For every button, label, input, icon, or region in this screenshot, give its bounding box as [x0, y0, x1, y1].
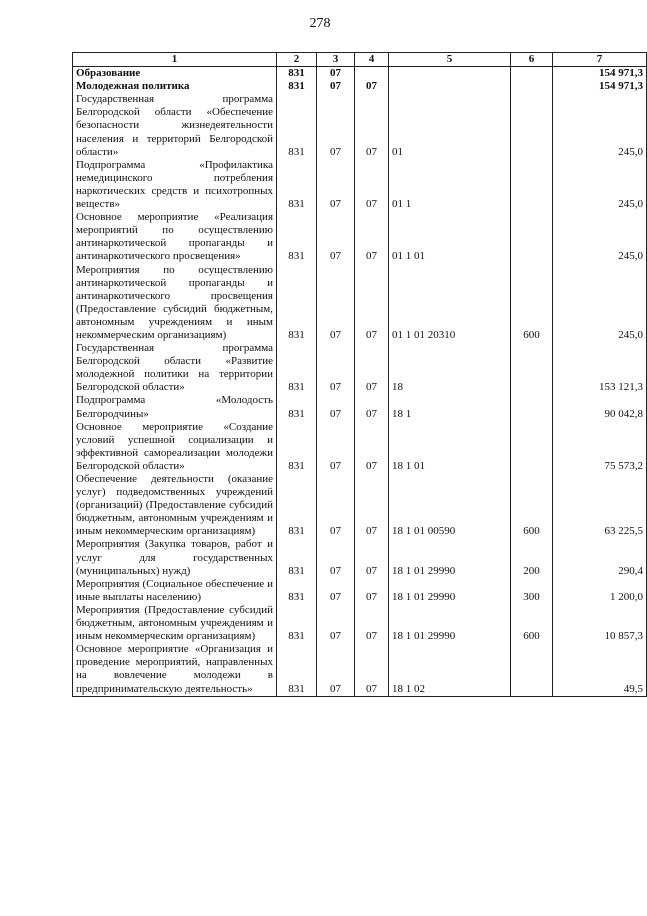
row-subsection-code: 07	[355, 159, 389, 211]
row-ministry-code: 831	[277, 264, 317, 343]
row-amount: 75 573,2	[553, 421, 647, 473]
row-subsection-code: 07	[355, 211, 389, 263]
row-expense-type	[511, 342, 553, 394]
table-row	[73, 421, 647, 473]
row-expense-type	[511, 67, 553, 81]
row-ministry-code: 831	[277, 93, 317, 158]
row-name: Основное мероприятие «Создание условий успешной социализации и эффективной самореализации молодежи Белгородской области»	[73, 421, 277, 473]
row-amount: 10 857,3	[553, 604, 647, 643]
row-amount: 245,0	[553, 93, 647, 158]
row-amount: 1 200,0	[553, 578, 647, 604]
row-expense-type	[511, 159, 553, 211]
table-row	[73, 578, 647, 604]
row-target-article: 01 1 01	[389, 211, 511, 263]
row-subsection-code: 07	[355, 538, 389, 577]
table-header-row	[73, 53, 647, 67]
row-expense-type	[511, 80, 553, 93]
row-target-article: 01 1 01 20310	[389, 264, 511, 343]
row-subsection-code: 07	[355, 604, 389, 643]
column-header-6: 6	[511, 53, 553, 67]
row-name: Мероприятия (Социальное обеспечение и иные выплаты населению)	[73, 578, 277, 604]
row-expense-type	[511, 93, 553, 158]
row-subsection-code: 07	[355, 264, 389, 343]
row-subsection-code: 07	[355, 342, 389, 394]
row-name: Основное мероприятие «Реализация мероприятий по осуществлению антинаркотической пропаганды и антинаркотического просвещения»	[73, 211, 277, 263]
column-header-4: 4	[355, 53, 389, 67]
row-target-article: 18 1 01 29990	[389, 578, 511, 604]
row-expense-type	[511, 211, 553, 263]
row-ministry-code: 831	[277, 342, 317, 394]
row-section-code: 07	[317, 264, 355, 343]
row-section-code: 07	[317, 578, 355, 604]
row-name: Государственная программа Белгородской области «Обеспечение безопасности жизнедеятельности населения и территорий Белгородской области»	[73, 93, 277, 158]
page-number: 278	[309, 16, 331, 31]
column-header-1: 1	[73, 53, 277, 67]
table-row	[73, 643, 647, 696]
row-subsection-code: 07	[355, 93, 389, 158]
row-subsection-code: 07	[355, 578, 389, 604]
row-section-code: 07	[317, 394, 355, 420]
row-amount: 49,5	[553, 643, 647, 696]
row-name: Мероприятия по осуществлению антинаркотической пропаганды и антинаркотического просвещения (Предоставление субсидий бюджетным, автономным учреждениям и иным некоммерческим организациям)	[73, 264, 277, 343]
row-section-code: 07	[317, 473, 355, 538]
table-row	[73, 80, 647, 93]
row-expense-type: 300	[511, 578, 553, 604]
row-name: Молодежная политика	[73, 80, 277, 93]
row-subsection-code	[355, 67, 389, 81]
row-section-code: 07	[317, 159, 355, 211]
row-expense-type	[511, 421, 553, 473]
table-row	[73, 604, 647, 643]
table-row	[73, 159, 647, 211]
row-amount: 245,0	[553, 264, 647, 343]
row-target-article: 18	[389, 342, 511, 394]
row-section-code: 07	[317, 93, 355, 158]
row-amount: 90 042,8	[553, 394, 647, 420]
row-section-code: 07	[317, 421, 355, 473]
row-amount: 154 971,3	[553, 80, 647, 93]
row-ministry-code: 831	[277, 473, 317, 538]
table-row	[73, 538, 647, 577]
row-section-code: 07	[317, 643, 355, 696]
row-target-article: 01	[389, 93, 511, 158]
row-section-code: 07	[317, 67, 355, 81]
row-name: Государственная программа Белгородской области «Развитие молодежной политики на территории Белгородской области»	[73, 342, 277, 394]
row-target-article: 18 1 01 00590	[389, 473, 511, 538]
table-row	[73, 473, 647, 538]
row-amount: 153 121,3	[553, 342, 647, 394]
row-expense-type: 600	[511, 604, 553, 643]
row-amount: 63 225,5	[553, 473, 647, 538]
column-header-2: 2	[277, 53, 317, 67]
row-name: Подпрограмма «Молодость Белгородчины»	[73, 394, 277, 420]
row-ministry-code: 831	[277, 159, 317, 211]
budget-table	[72, 52, 647, 697]
row-target-article: 18 1 01 29990	[389, 538, 511, 577]
row-ministry-code: 831	[277, 211, 317, 263]
row-ministry-code: 831	[277, 80, 317, 93]
row-target-article: 18 1 01	[389, 421, 511, 473]
row-subsection-code: 07	[355, 643, 389, 696]
row-name: Подпрограмма «Профилактика немедицинского потребления наркотических средств и психотропных веществ»	[73, 159, 277, 211]
row-expense-type	[511, 643, 553, 696]
row-name: Образование	[73, 67, 277, 81]
column-header-3: 3	[317, 53, 355, 67]
row-name: Мероприятия (Предоставление субсидий бюджетным, автономным учреждениям и иным некоммерческим организациям)	[73, 604, 277, 643]
table-row	[73, 93, 647, 158]
table-row	[73, 67, 647, 81]
row-ministry-code: 831	[277, 67, 317, 81]
row-ministry-code: 831	[277, 643, 317, 696]
row-section-code: 07	[317, 604, 355, 643]
row-expense-type: 600	[511, 473, 553, 538]
row-section-code: 07	[317, 80, 355, 93]
row-section-code: 07	[317, 342, 355, 394]
row-ministry-code: 831	[277, 604, 317, 643]
row-amount: 154 971,3	[553, 67, 647, 81]
row-ministry-code: 831	[277, 578, 317, 604]
row-ministry-code: 831	[277, 538, 317, 577]
row-subsection-code: 07	[355, 421, 389, 473]
row-section-code: 07	[317, 538, 355, 577]
row-target-article	[389, 80, 511, 93]
row-ministry-code: 831	[277, 421, 317, 473]
row-subsection-code: 07	[355, 394, 389, 420]
row-target-article: 18 1 01 29990	[389, 604, 511, 643]
row-ministry-code: 831	[277, 394, 317, 420]
row-expense-type: 600	[511, 264, 553, 343]
table-body	[73, 67, 647, 697]
row-amount: 290,4	[553, 538, 647, 577]
row-amount: 245,0	[553, 159, 647, 211]
row-subsection-code: 07	[355, 80, 389, 93]
row-target-article: 18 1 02	[389, 643, 511, 696]
row-section-code: 07	[317, 211, 355, 263]
table-row	[73, 342, 647, 394]
row-amount: 245,0	[553, 211, 647, 263]
column-header-7: 7	[553, 53, 647, 67]
table-row	[73, 394, 647, 420]
row-target-article	[389, 67, 511, 81]
row-name: Основное мероприятие «Организация и проведение мероприятий, направленных на вовлечение молодежи в предпринимательскую деятельность»	[73, 643, 277, 696]
row-name: Обеспечение деятельности (оказание услуг) подведомственных учреждений (организаций) (Предоставление субсидий бюджетным, автономным учреждениям и иным некоммерческим организациям)	[73, 473, 277, 538]
column-header-5: 5	[389, 53, 511, 67]
row-expense-type	[511, 394, 553, 420]
row-target-article: 01 1	[389, 159, 511, 211]
row-subsection-code: 07	[355, 473, 389, 538]
row-name: Мероприятия (Закупка товаров, работ и услуг для государственных (муниципальных) нужд)	[73, 538, 277, 577]
table-row	[73, 264, 647, 343]
row-expense-type: 200	[511, 538, 553, 577]
row-target-article: 18 1	[389, 394, 511, 420]
table-row	[73, 211, 647, 263]
